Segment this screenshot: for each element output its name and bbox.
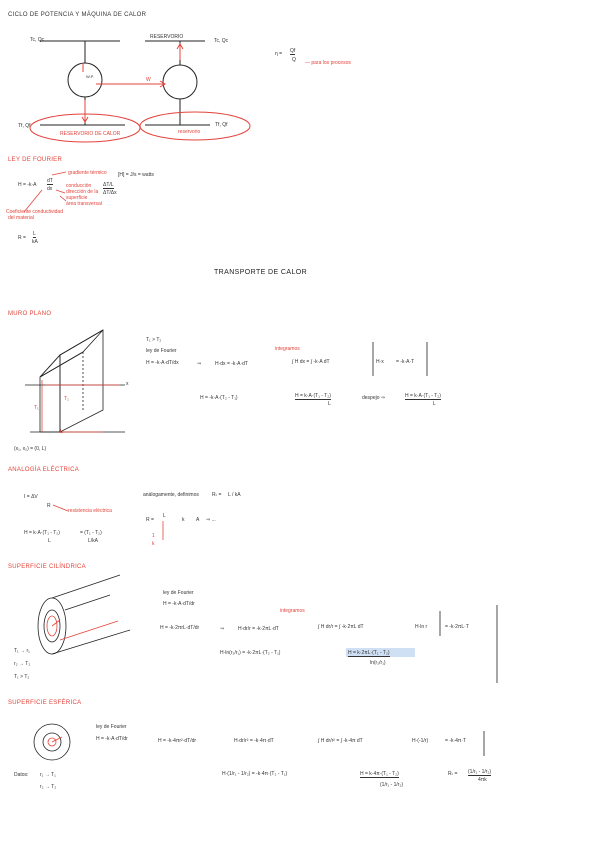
reservoir-cold-right [140,112,250,140]
sphere-title: SUPERFICIE ESFÉRICA [8,700,82,706]
cylinder-eq3b: H = k·2πL·(T₁ - T₂) [348,650,390,656]
fourier-coef-note2: del material [8,215,34,221]
efficiency-note: — para los procesos [305,60,351,66]
sphere-eq2c: ∫ H dr/r² = ∫ -k·4π dT [318,738,363,744]
plane-eq1b: H·dx = -k·A·dT [215,361,248,367]
plane-l: L [60,429,63,435]
fourier-note2: conducción [66,183,92,189]
plane-eq1d: H·x [376,359,384,365]
fourier-frac-den: dx [47,186,53,192]
efficiency-den: Q [292,57,296,63]
analogy-i-eq: I = ΔV [24,494,38,500]
fourier-eq: H = -k·A [18,182,37,188]
cylinder-eq2d: H·ln r [415,624,428,630]
analogy-rt-frac: L / kA [228,492,241,498]
fourier-note3: dirección de la [66,189,99,195]
reservoir-bottom-left: RESERVORIO DE CALOR [60,131,121,137]
sphere-eq3c-b: (1/r₁ - 1/r₂) [468,769,492,775]
cylinder-eq1: H = -k·A·dT/dr [163,601,195,607]
sphere-eq2d: H·(-1/r) [412,738,429,744]
engine-circle [68,63,102,97]
sphere-eq3c-den: 4πk [478,777,487,783]
plane-wall-drawing [25,330,125,432]
sphere-eq3: H·(1/r₁ - 1/r₂) = -k·4π·(T₂ - T₁) [222,771,288,777]
analogy-analog: análogamente, definimos [143,492,199,498]
fourier-title: LEY DE FOURIER [8,157,63,163]
fourier-r-num: L [33,231,36,237]
analogy-h-den2: L/kA [88,538,99,544]
engine-label: W.P. [86,74,94,79]
fourier-note1: gradiente térmico [68,170,107,176]
cylinder-drawing [38,575,130,654]
plane-t1: T₁ [34,405,39,411]
analogy-h-eq2: = (T₁ - T₂) [80,530,102,536]
tf-right-label: Tf, Qf [215,122,228,128]
plane-axis-x: x [126,381,129,387]
plane-eq2d-den: L [433,401,436,407]
plane-law: ley de Fourier [146,348,177,354]
analogy-small1: 1 [152,533,155,539]
sphere-law: ley de Fourier [96,724,127,730]
page-heading: CICLO DE POTENCIA Y MÁQUINA DE CALOR [8,12,147,18]
tf-left-label: Tf, Qf [18,123,31,129]
plane-eq2: H = -k·A·(T₂ - T₁) [200,395,238,401]
cylinder-arrow: ⇒ [220,626,225,632]
cylinder-eq2e: = -k·2πL·T [445,624,469,630]
cylinder-r-in: T₁ → r₁ [14,648,30,654]
fourier-note4: superficie [66,195,88,201]
analogy-rt: Rₜ = [212,492,222,498]
analogy-rt2c: k [182,517,185,523]
plane-coord: (x₁, x₂) = (0, L) [14,446,47,452]
analogy-rt2d: A [196,517,200,523]
analogy-small2: k [152,541,155,547]
tc-label: Tc, Qc [30,37,45,43]
analogy-i-den: R [47,503,51,509]
reservoir-bottom-right: reservorio [178,129,201,135]
sphere-eq2: H = -k·4πr²·dT/dr [158,738,197,744]
cylinder-eq3b-den: ln(r₂/r₁) [370,660,386,666]
fourier-dt-num: ΔT/L [103,182,114,188]
plane-cond: T₁ > T₂ [146,337,162,343]
plane-eq2c: despejo ⇒ [362,395,386,401]
efficiency-num: Qf [290,48,296,54]
fourier-dt-den: ΔT/Δx [103,190,117,196]
cylinder-t-cond: T₁ > T₂ [14,674,30,680]
cylinder-law: ley de Fourier [163,590,194,596]
analogy-h-den: L [48,538,51,544]
sphere-eq1: H = -k·A·dT/dr [96,736,128,742]
plane-title: MURO PLANO [8,311,52,317]
plane-eq2b: H = k·A·(T₁ - T₂) [295,393,331,399]
cylinder-note-int: integramos [280,608,305,614]
section-title: TRANSPORTE DE CALOR [214,269,308,276]
plane-eq2d: H = k·A·(T₁ - T₂) [405,393,441,399]
cylinder-title: SUPERFICIE CILÍNDRICA [8,564,86,570]
fourier-r-den: kA [32,239,38,245]
analogy-rt2b: L [163,513,166,519]
sphere-eq2e: = -k·4π·T [445,738,467,744]
plane-eq1c: ∫ H dx = ∫ -k·A dT [292,359,330,365]
fourier-note5: área transversal [66,201,102,207]
reservoir-top-label: RESERVORIO [150,34,184,40]
sphere-data: Datos: [14,772,29,778]
cylinder-eq2: H = -k·2πrL·dT/dr [160,625,200,631]
analogy-note-res: resistencia eléctrica [68,508,112,514]
tc-qc-label: Tc, Qc [214,38,229,44]
analogy-h-eq: H = k·A·(T₁ - T₂) [24,530,60,536]
sphere-eq3b-den: (1/r₁ - 1/r₂) [380,782,404,788]
plane-eq1e: = -k·A·T [396,359,415,365]
efficiency-eq: η = [275,51,283,57]
analogy-title: ANALOGÍA ELÉCTRICA [8,467,80,473]
analogy-rt2: R = [146,517,154,523]
sphere-r1: r₁ → T₁ [40,772,56,778]
cylinder-eq2b: H·dr/r = -k·2πL·dT [238,626,279,632]
fourier-r-eq: R = [18,235,26,241]
cylinder-eq3: H·ln(r₂/r₁) = -k·2πL·(T₂ - T₁) [220,650,281,656]
plane-eq1: H = -k·A·dT/dx [146,360,179,366]
cylinder-r-out: r₂ → T₂ [14,661,31,667]
work-label: W [146,77,151,83]
sphere-eq3b: H = k·4π·(T₁ - T₂) [360,771,399,777]
plane-note-int: integramos [275,346,300,352]
sphere-eq2b: H·dr/r² = -k·4π·dT [234,738,274,744]
plane-t2: T₂ [64,396,69,402]
fourier-coef-note: Coeficiente conductividad [6,209,63,215]
plane-arrow: ⇒ [197,361,202,367]
sphere-eq3c: Rₜ = [448,771,458,777]
fourier-frac-num: dT [47,178,53,184]
fourier-units: [H] = J/s = watts [118,172,154,178]
plane-eq2b-den: L [328,401,331,407]
sphere-r2: r₂ → T₂ [40,784,57,790]
analogy-rt2e: ⇒ ... [206,517,216,523]
pump-circle [163,65,197,99]
cylinder-eq2c: ∫ H dr/r = ∫ -k·2πL dT [318,624,364,630]
